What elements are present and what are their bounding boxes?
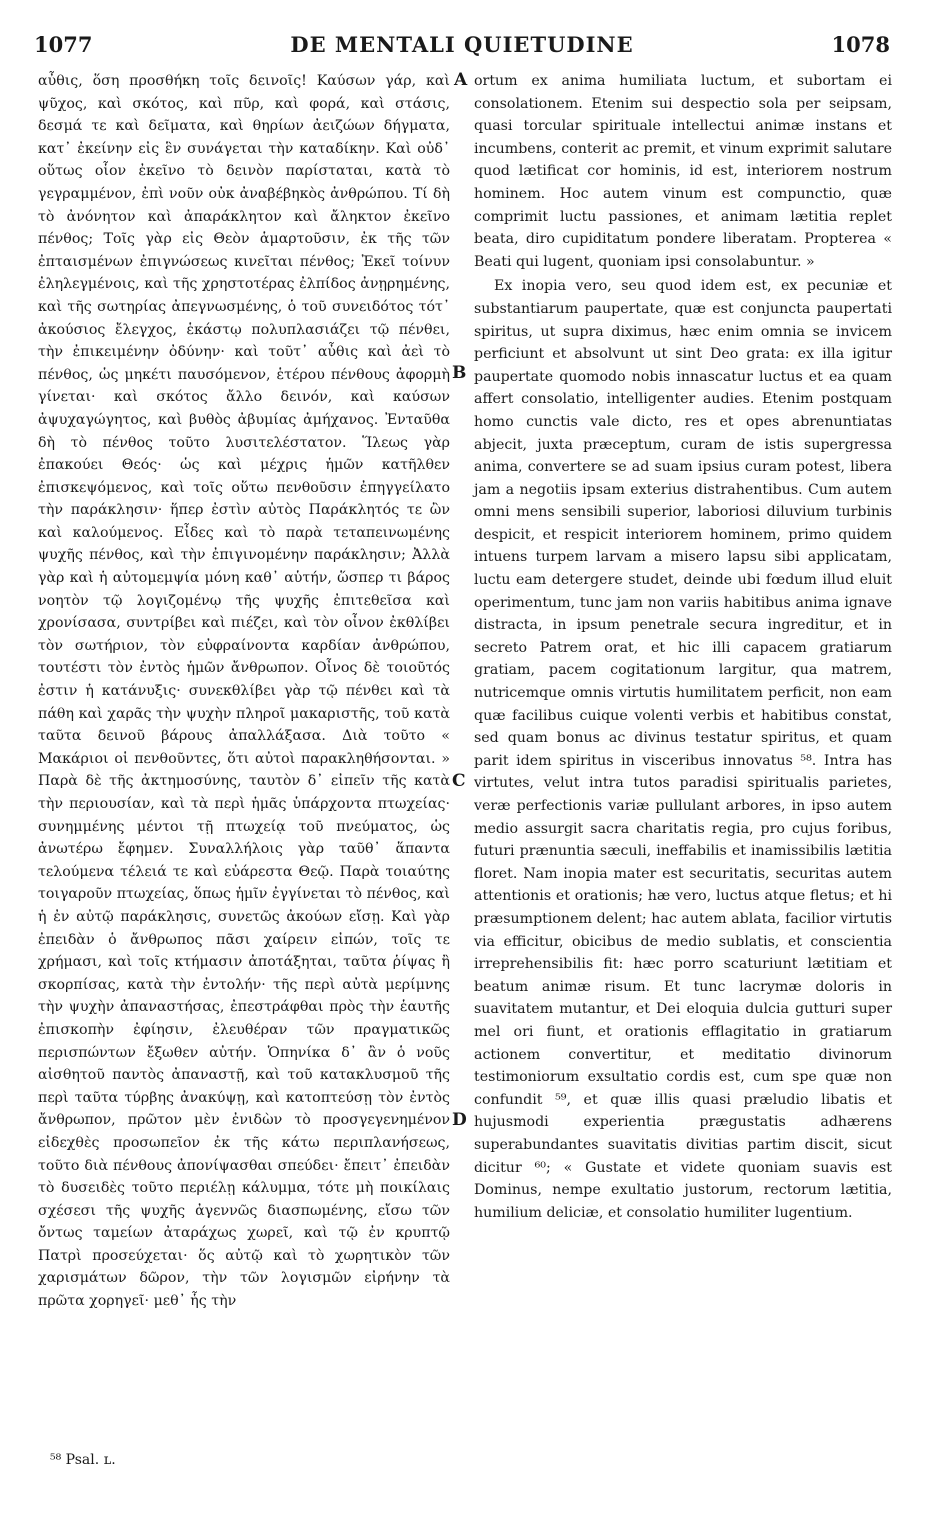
page-number-left: 1077	[34, 32, 93, 57]
latin-paragraph-1: ortum ex anima humiliata luctum, et subortam ei consolationem. Etenim sui despectio sola per seipsam, quasi torcular spirituale intellectui animæ instans et incumbens, conterit ac premit, et vinum exprimit salutare quod lætificat cor hominis, id est, interiorem nostrum hominem. Hoc autem vinum est compunctio, quæ comprimit luctu passiones, et animam lætitia replet beata, diro cupiditatum pondere liberatam. Propterea « Beati qui lugent, quoniam ipsi consolabuntur. »	[474, 73, 892, 270]
running-title: DE MENTALI QUIETUDINE	[290, 32, 634, 57]
footnote: ⁵⁸ Psal. ʟ.	[50, 1452, 116, 1468]
latin-paragraph-2: Ex inopia vero, seu quod idem est, ex pecuniæ et substantiarum paupertate, quæ est conjuncta paupertati spiritus, ut supra diximus, hæc enim omnia se invicem perficiunt et absolvunt ut sint Deo grata: ex illa igitur paupertate quomodo nobis innascatur luctus et ea quam affert consolatio, intelligenter audies. Etenim postquam homo cunctis vale dicto, res et opes abrenuntiatas abjecit, juxta præceptum, curam de istis supergressa anima, convertere se ad suam ipsius curam potest, libera jam a negotiis ipsam exterius distrahentibus. Cum autem omni mens sensibili superior, laboriosi diluvium turbinis despicit, et respicit interiorem hominem, primo quidem intuens turpem larvam a misero lapsu sibi applicatam, luctu eam detergere studet, deinde ubi fœdum illud eluit operimentum, tunc jam non variis habitibus anima ignave distracta, in ipsum penetrale secura ingreditur, et in secreto Patrem orat, et hic illi capacem gratiarum gratiam, pacem cogitationum largitur, qua matrem, nutricemque omnis virtutis humilitatem perficit, non eam quæ facilibus cuique volenti verbis et habitibus constat, sed quam bonus ac divinus testatur spiritus, et quam parit idem spiritus in visceribus innovatus ⁵⁸. Intra has virtutes, velut intra tutos paradisi spiritualis parietes, veræ perfectionis variæ pullulant arbores, in ipso autem medio assurgit sacra charitatis regia, pro cujus foribus, futuri prænuntia sæculi, ineffabilis et inamissibilis lætitia floret. Nam inopia mater est securitatis, securitas autem attentionis et orationis; hæ vero, luctus atque fletus; et hi præsumptionem delent; hac autem ablata, facilior virtutis via efficitur, obicibus de medio sublatis, et conscientia irreprehensibilis fit: hæc porro scaturiunt lætitiam et beatum animæ risum. Et tunc lacrymæ doloris in suavitatem mutantur, et Dei eloquia dulcia gutturi super mel ori fiunt, et orationis efflagitatio in gratiarum actionem convertitur, et meditatio divinorum testimoniorum exsultatio cordis est, cum spe quæ non confundit ⁵⁹, et quæ illis quasi præludio libatis et hujusmodi experientia prægustatis adhærens superabundantes suavitatis divitias partim discit, sicut dicitur ⁶⁰; « Gustate et videte quoniam suavis est Dominus, nempe exultatio justorum, rectorum lætitia, humilium deliciæ, et consolatio humiliter lugentium.	[474, 278, 892, 1221]
margin-marker-b: B	[452, 363, 467, 383]
margin-marker-a: A	[454, 70, 468, 90]
greek-column	[38, 70, 450, 1313]
page-header	[34, 32, 890, 62]
margin-marker-d: D	[452, 1110, 467, 1130]
greek-text: αὖθις, ὅση προσθήκη τοῖς δεινοῖς! Καύσων γάρ, καὶ ψῦχος, καὶ σκότος, καὶ πῦρ, καὶ φορά, καὶ στάσις, δεσμά τε καὶ δεῖματα, καὶ θηρίων ἀειζώων δήγματα, κατ᾽ ἐκείνην εἰς ἓν συνάγεται τὴν καταδίκην. Καὶ οὐδ᾽ οὕτως οἷον ἐκεῖνο τὸ δεινὸν παρίσταται, κατὰ τὸ γεγραμμένον, ἐπὶ νοῦν οὐκ ἀναβέβηκὸς ἀνθρώπου. Τί δὴ τὸ ἀνόνητον καὶ ἀπαράκλητον καὶ ἄληκτον ἐκεῖνο πένθος; Τοῖς γὰρ εἰς Θεὸν ἁμαρτοῦσιν, ἐκ τῆς τῶν ἐπταισμένων ἐπιγνώσεως κινεῖται πένθος; Ἐκεῖ τοίνυν ἐληλεγμένοις, καὶ τῆς χρηστοτέρας ἐλπίδος ἀνῃρημένης, καὶ τῆς σωτηρίας ἀπεγνωσμένης, ὁ τοῦ συνειδότος τότ᾽ ἀκούσιος ἔλεγχος, ἑκάστῳ πολυπλασιάζει τῷ πένθει, τὴν ἐπικειμένην ὀδύνην· καὶ τοῦτ᾽ αὖθις καὶ ἀεὶ τὸ πένθος, ὡς μηκέτι παυσόμενον, ἑτέρου πένθους ἀφορμὴ γίνεται· καὶ σκότος ἄλλο δεινόν, καὶ καύσων ἀψυχαγώγητος, καὶ βυθὸς ἀβυμίας ἀμήχανος. Ἐνταῦθα δὴ τὸ πένθος τοῦτο λυσιτελέστατον. Ἵλεως γὰρ ἐπακούει Θεός· ὡς καὶ μέχρις ἡμῶν κατῆλθεν ἐπισκεψόμενος, καὶ τοῖς οὕτω πενθοῦσιν ἐπηγγείλατο τὴν παράκλησιν· ἥπερ ἐστὶν αὐτὸς Παράκλητός τε ὢν καὶ καλούμενος. Εἶδες καὶ τὸ παρὰ τεταπεινωμένης ψυχῆς πένθος, καὶ τὴν ἐπιγινομένην παράκλησιν; Ἀλλὰ γὰρ καὶ ἡ αὐτομεμψία μόνη καθ᾽ αὑτήν, ὥσπερ τι βάρος νοητὸν τῷ λογιζομένῳ τῆς ψυχῆς ἐπιτεθεῖσα καὶ χρονίσασα, συντρίβει καὶ πιέζει, καὶ τὸν οἶνον ἐκθλίβει τὸν σωτήριον, τὸν εὐφραίνοντα καρδίαν ἀνθρώπου, τουτέστι τὸν ἐντὸς ἡμῶν ἄνθρωπον. Οἶνος δὲ τοιοῦτός ἐστιν ἡ κατάνυξις· συνεκθλίβει γὰρ τῷ πένθει καὶ τὰ πάθη καὶ χαρᾶς τὴν ψυχὴν πληροῖ μακαριστῆς, τοῦ κατὰ ταῦτα δεινοῦ βάρους ἀπαλλάξασα. Διὰ τοῦτο « Μακάριοι οἱ πενθοῦντες, ὅτι αὐτοὶ παρακληθήσονται. » Παρὰ δὲ τῆς ἀκτημοσύνης, ταυτὸν δ᾽ εἰπεῖν τῆς κατὰ τὴν περιουσίαν, καὶ τὰ περὶ ἡμᾶς ὑπάρχοντα πτωχείας· συνημμένης μέντοι τῇ πτωχείᾳ τοῦ πνεύματος, ὡς ἀνωτέρω ἔφημεν. Συναλλήλοις γὰρ ταῦθ᾽ ἅπαντα τελούμενα τέλειά τε καὶ εὐάρεστα Θεῷ. Παρὰ τοιαύτης τοιγαροῦν πτωχείας, ὅπως ἡμῖν ἐγγίνεται τὸ πένθος, καὶ ἡ ἐν αὐτῷ παράκλησις, συνετῶς ἀκούων εἴσῃ. Καὶ γὰρ ἐπειδὰν ὁ ἄνθρωπος πᾶσι χαίρειν εἰπών, τοῖς τε χρήμασι, καὶ τοῖς κτήμασιν ἀποτάξηται, ταῦτα ῥίψας ἢ σκορπίσας, κατὰ τὴν ἐντολήν· τῆς περὶ αὐτὰ μερίμνης τὴν ψυχὴν ἀπαναστήσας, ἐπεστράφθαι πρὸς τὴν ἑαυτῆς ἐπισκοπὴν ἐφίησιν, ἐλευθέραν τῶν πραγματικῶς περισπώντων ἔξωθεν αὐτήν. Ὁπηνίκα δ᾽ ἂν ὁ νοῦς αἰσθητοῦ παντὸς ἀπαναστῇ, καὶ τοῦ κατακλυσμοῦ τῆς περὶ ταῦτα τύρβης ἀνακύψῃ, καὶ κατοπτεύσῃ τὸν ἐντὸς ἄνθρωπον, πρῶτον μὲν ἐνιδὼν τὸ προσγεγενημένον εἰδεχθὲς προσωπεῖον ἐκ τῆς κάτω περιπλανήσεως, τοῦτο διὰ πένθους ἀπονίψασθαι σπεύδει· ἔπειτ᾽ ἐπειδὰν τὸ δυσειδὲς τοῦτο περιέλῃ κάλυμμα, τότε μὴ ποικίλαις σχέσεσι τῆς ψυχῆς ἀγεννῶς διασπωμένης, εἴσω τῶν ὄντως ταμείων ἀταράχως χωρεῖ, καὶ τῷ ἐν κρυπτῷ Πατρὶ προσεύχεται· ὅς αὐτῷ καὶ τὸ χωρητικὸν τῶν χαρισμάτων δῶρον, τὴν τῶν λογισμῶν εἰρήνην τὰ πρῶτα χορηγεῖ· μεθ᾽ ἧς τὴν	[38, 73, 450, 1310]
margin-marker-c: C	[452, 771, 466, 791]
latin-column	[474, 70, 892, 1224]
page-number-right: 1078	[831, 32, 890, 57]
